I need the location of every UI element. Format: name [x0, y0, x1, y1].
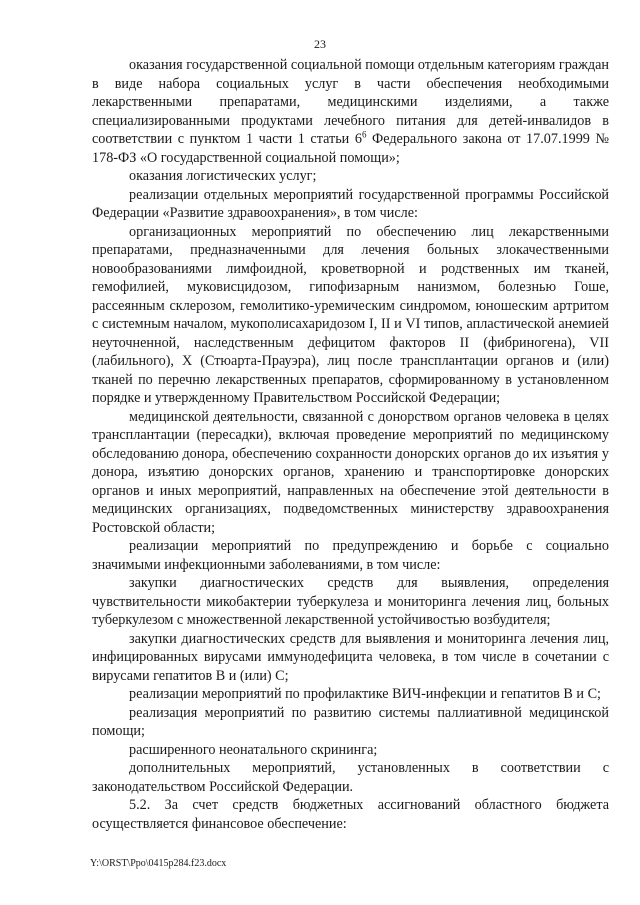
paragraph-hiv-prevention: реализации мероприятий по профилактике ВИЧ-инфекции и гепатитов B и C; — [129, 686, 601, 702]
paragraph-neonatal-screening: расширенного неонатального скрининга; — [129, 741, 378, 758]
paragraph-section-5-2: 5.2. За счет средств бюджетных ассигнований областного бюджета осуществляется финансовое обеспечение: — [92, 797, 609, 832]
footer-file-path: Y:\ORST\Ppo\0415p284.f23.docx — [90, 858, 227, 869]
paragraph-logistics: оказания логистических услуг; — [129, 168, 317, 184]
paragraph-social-assistance-tail: Федерального закона от 17.07.1999 № 178-ФЗ «О государственной социальной помощи»; — [92, 131, 609, 166]
paragraph-social-assistance-text: оказания государственной социальной помощи отдельным категориям граждан в виде набора социальных услуг в части обеспечения необходимыми лекарственными препаратами, медицинскими изделиями, а также специализированными продуктами лечебного питания для детей-инвалидов в соответствии с пунктом 1 части 1 статьи 6 — [92, 57, 609, 147]
article-superscript: 6 — [361, 129, 367, 140]
paragraph-tuberculosis: закупки диагностических средств для выявления, определения чувствительности микобактерии туберкулеза и мониторинга лечения лиц, больных туберкулезом с множественной лекарственной устойчивостью возбудителя; — [92, 575, 609, 628]
page-number: 23 — [314, 37, 326, 51]
paragraph-hiv-diagnostics: закупки диагностических средств для выявления и мониторинга лечения лиц, инфицированных вирусами иммунодефицита человека, в том числе в сочетании с вирусами гепатитов B и (или) C; — [92, 630, 609, 684]
document-body — [92, 56, 609, 833]
paragraph-infectious-diseases: реализации мероприятий по предупреждению и борьбе с социально значимыми инфекционными заболеваниями, в том числе: — [92, 538, 609, 573]
paragraph-additional-measures: дополнительных мероприятий, установленных в соответствии с законодательством Российской Федерации. — [92, 760, 609, 795]
paragraph-drug-provision: организационных мероприятий по обеспечению лиц лекарственными препаратами, предназначенными для лечения больных злокачественными новообразованиями лимфоидной, кроветворной и родственных им тканей, гемофилией, муковисцидозом, гипофизарным нанизмом, болезнью Гоше, рассеянным склерозом, гемолитико-уремическим синдромом, юношеским артритом с системным началом, мукополисахаридозом I, II и VI типов, апластической анемией неуточненной, наследственным дефицитом факторов II (фибриногена), VII (лабильного), X (Стюарта-Прауэра), лиц после трансплантации органов и (или) тканей по перечню лекарственных препаратов, сформированному в установленном порядке и утвержденному Правительством Российской Федерации; — [92, 223, 609, 406]
paragraph-palliative-care: реализация мероприятий по развитию системы паллиативной медицинской помощи; — [92, 704, 609, 739]
paragraph-organ-donation: медицинской деятельности, связанной с донорством органов человека в целях трансплантации (пересадки), включая проведение мероприятий по медицинскому обследованию донора, обеспечению сохранности донорских органов до их изъятия у донора, изъятию донорских органов, хранению и транспортировке донорских органов и иных мероприятий, направленных на обеспечение этой деятельности в медицинских организациях, подведомственных министерству здравоохранения Ростовской области; — [92, 408, 609, 536]
paragraph-state-program: реализации отдельных мероприятий государственной программы Российской Федерации «Развитие здравоохранения», в том числе: — [92, 186, 609, 221]
paragraph-social-assistance — [92, 56, 609, 167]
